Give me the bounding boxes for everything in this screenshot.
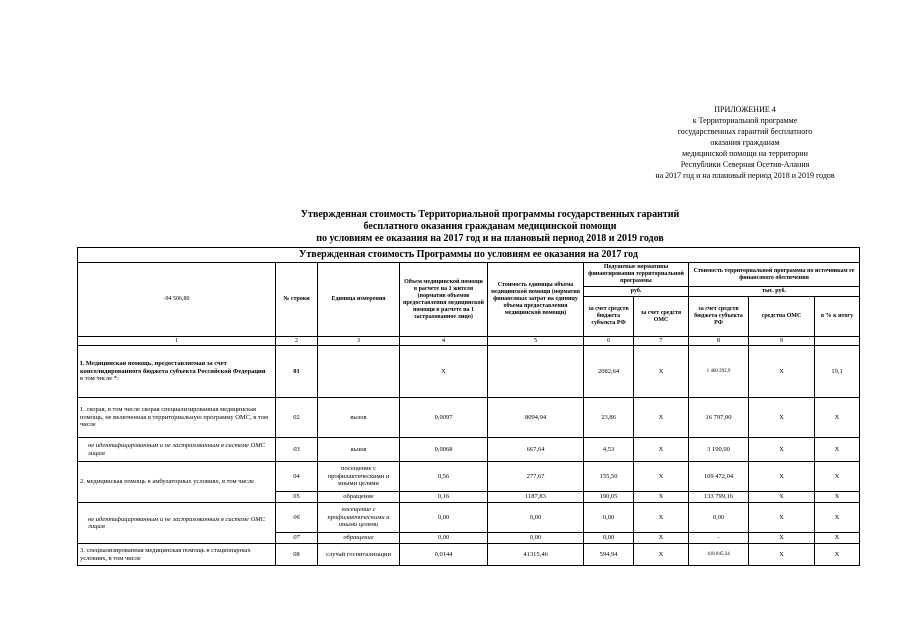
row-percent: X: [815, 492, 860, 503]
appendix-line: медицинской помощи на территории: [682, 149, 808, 158]
row-percent: X: [815, 503, 860, 533]
header-budget: за счет средств бюджета субъекта РФ: [584, 297, 634, 337]
table-row: [78, 438, 860, 462]
row-oms-rub: X: [634, 533, 689, 544]
row-budget-rub: 23,86: [584, 398, 634, 438]
row-volume: 0,16: [400, 492, 488, 503]
row-volume: X: [400, 346, 488, 398]
row-budget-rub: 594,94: [584, 544, 634, 566]
row-unit: случай госпитализации: [318, 544, 400, 566]
col-number: 4: [400, 337, 488, 346]
appendix-line: оказания гражданам: [710, 138, 780, 147]
cost-table: [77, 247, 860, 566]
header-budget-thous: за счет средств бюджета субъекта РФ: [689, 297, 749, 337]
table-row: [78, 398, 860, 438]
table-row: [78, 544, 860, 566]
header-rub: руб.: [584, 287, 689, 297]
row-unit: обращение: [318, 492, 400, 503]
col-number: 7: [634, 337, 689, 346]
row-no: 02: [276, 398, 318, 438]
row-budget-thous: 418 845,34: [689, 544, 749, 566]
row-unit: посещение с профилактическими и иными целями: [318, 462, 400, 492]
header-unit: Единица измерения: [318, 263, 400, 337]
row-oms-rub: X: [634, 503, 689, 533]
row-no: 06: [276, 503, 318, 533]
row-percent: X: [815, 462, 860, 492]
row-oms-rub: X: [634, 492, 689, 503]
row-unit-cost: 277,67: [488, 462, 584, 492]
row-budget-thous: 3 190,00: [689, 438, 749, 462]
row-oms-rub: X: [634, 346, 689, 398]
title-line: бесплатного оказания гражданам медицинской помощи: [363, 221, 617, 232]
row-label: 2. медицинская помощь в амбулаторных условиях, в том числе: [78, 462, 276, 503]
row-no: 03: [276, 438, 318, 462]
appendix-line: ПРИЛОЖЕНИЕ 4: [714, 105, 776, 114]
table-row: [78, 346, 860, 398]
row-budget-thous: -: [689, 533, 749, 544]
row-budget-rub: 190,05: [584, 492, 634, 503]
header-cost-by-source: Стоимость территориальной программы по источникам ее финансового обеспечения: [689, 263, 860, 287]
appendix-line: государственных гарантий бесплатного: [677, 127, 813, 136]
document-title: [220, 209, 760, 245]
row-budget-thous: 109 472,04: [689, 462, 749, 492]
row-unit-cost: 41315,46: [488, 544, 584, 566]
row-no: 04: [276, 462, 318, 492]
row-unit: вызов: [318, 398, 400, 438]
row-budget-thous: 1 460 292,9: [689, 346, 749, 398]
row-volume: 0,56: [400, 462, 488, 492]
row-label: [78, 346, 276, 398]
header-percent: в % к итогу: [815, 297, 860, 337]
table-row: [78, 503, 860, 533]
row-label-sub: в том числе *:: [80, 375, 119, 383]
row-percent: X: [815, 398, 860, 438]
row-oms-rub: X: [634, 398, 689, 438]
col-number: 2: [276, 337, 318, 346]
row-percent: X: [815, 438, 860, 462]
row-volume: 0,0068: [400, 438, 488, 462]
row-budget-rub: 155,50: [584, 462, 634, 492]
row-no: 01: [276, 346, 318, 398]
col-number: 5: [488, 337, 584, 346]
row-budget-thous: 0,00: [689, 503, 749, 533]
header-total: -94 506,80: [78, 263, 276, 337]
row-label: 1. скорая, в том числе скорая специализированная медицинская помощь, не включенная в территориальную программу ОМС, в том числе: [78, 398, 276, 438]
row-oms-thous: X: [749, 462, 815, 492]
row-oms-thous: X: [749, 438, 815, 462]
header-unit-cost: Стоимость единицы объема медицинской помощи (норматив финансовых затрат на единицу объема предоставления медицинской помощи): [488, 263, 584, 337]
row-volume: 0,0097: [400, 398, 488, 438]
header-oms-thous: средства ОМС: [749, 297, 815, 337]
row-no: 08: [276, 544, 318, 566]
row-volume: 0,00: [400, 503, 488, 533]
row-oms-thous: X: [749, 398, 815, 438]
col-number-empty: [815, 337, 860, 346]
appendix-line: на 2017 год и на плановый период 2018 и 2019 годов: [655, 171, 835, 180]
appendix-line: Республики Северная Осетия-Алания: [680, 160, 810, 169]
row-unit-cost: 0,00: [488, 503, 584, 533]
row-budget-thous: 16 797,00: [689, 398, 749, 438]
row-label: не идентифицированным и не застрахованным в системе ОМС лицам: [78, 503, 276, 544]
row-oms-thous: X: [749, 503, 815, 533]
row-oms-rub: X: [634, 438, 689, 462]
row-label-text: I. Медицинская помощь, предоставляемая за счет консолидированного бюджета субъекта Российской Федерации: [80, 360, 266, 375]
row-percent: X: [815, 544, 860, 566]
appendix-block: [600, 104, 890, 181]
row-oms-thous: X: [749, 346, 815, 398]
row-unit-cost: 1187,83: [488, 492, 584, 503]
row-volume: 0,00: [400, 533, 488, 544]
row-percent: X: [815, 533, 860, 544]
row-unit: [318, 346, 400, 398]
header-row-no: № строки: [276, 263, 318, 337]
title-line: по условиям ее оказания на 2017 год и на плановый период 2018 и 2019 годов: [316, 233, 664, 244]
row-oms-rub: X: [634, 462, 689, 492]
row-percent: 19,1: [815, 346, 860, 398]
header-volume: Объем медицинской помощи в расчете на 1 жителя (норматив объемов предоставления медицинской помощи в расчете на 1 застрахованное лицо): [400, 263, 488, 337]
row-budget-rub: 0,00: [584, 533, 634, 544]
row-unit: вызов: [318, 438, 400, 462]
header-thousand-rub: тыс. руб.: [689, 287, 860, 297]
row-oms-thous: X: [749, 492, 815, 503]
row-no: 07: [276, 533, 318, 544]
row-budget-rub: 0,00: [584, 503, 634, 533]
row-unit: обращение: [318, 533, 400, 544]
row-label: не идентифицированным и не застрахованным в системе ОМС лицам: [78, 438, 276, 462]
header-oms: за счет средств ОМС: [634, 297, 689, 337]
row-budget-rub: 4,53: [584, 438, 634, 462]
row-no: 05: [276, 492, 318, 503]
row-budget-thous: 133 799,16: [689, 492, 749, 503]
row-budget-rub: 2082,64: [584, 346, 634, 398]
row-unit: посещение с профилактическими и иными целями: [318, 503, 400, 533]
table-row: [78, 462, 860, 492]
col-number: 8: [689, 337, 749, 346]
row-oms-thous: X: [749, 533, 815, 544]
header-per-capita: Подушевые нормативы финансирования территориальной программы: [584, 263, 689, 287]
row-unit-cost: [488, 346, 584, 398]
row-volume: 0,0144: [400, 544, 488, 566]
col-number: 6: [584, 337, 634, 346]
row-oms-rub: X: [634, 544, 689, 566]
col-number: 1: [78, 337, 276, 346]
row-unit-cost: 0,00: [488, 533, 584, 544]
col-number: 3: [318, 337, 400, 346]
table-caption: Утвержденная стоимость Программы по условиям ее оказания на 2017 год: [78, 248, 860, 263]
row-unit-cost: 667,64: [488, 438, 584, 462]
title-line: Утвержденная стоимость Территориальной программы государственных гарантий: [300, 209, 680, 220]
row-label: 3. специализированная медицинская помощь в стационарных условиях, в том числе: [78, 544, 276, 566]
row-oms-thous: X: [749, 544, 815, 566]
row-unit-cost: 8094,94: [488, 398, 584, 438]
col-number: 9: [749, 337, 815, 346]
appendix-line: к Территориальной программе: [692, 116, 798, 125]
